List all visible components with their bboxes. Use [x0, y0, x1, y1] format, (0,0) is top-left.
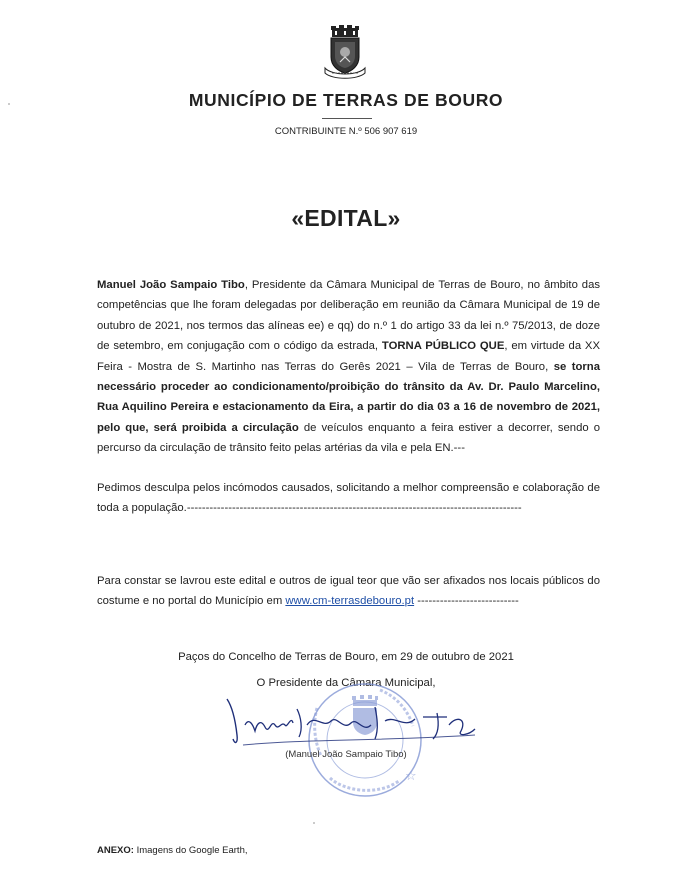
paragraph-dashes: ---------------------------: [414, 595, 519, 608]
scan-speck: [313, 822, 315, 824]
signature-icon: [225, 695, 485, 755]
president-name: Manuel João Sampaio Tibo: [97, 279, 245, 291]
document-title: «EDITAL»: [291, 205, 401, 231]
public-notice-phrase: TORNA PÚBLICO QUE: [381, 340, 505, 353]
paragraph-text: Para constar se lavrou este edital e outros de igual teor que vão ser afixados nos locais públicos do costume e no portal do Município em: [97, 575, 600, 608]
svg-text:☆: ☆: [405, 769, 417, 784]
paragraph-text: , Presidente da Câmara Municipal de Terras de Bouro, no âmbito das competências que lhe foram delegadas por deliberação em reunião da Câmara Municipal de 19 de outubro de 2021, nos termos das alíneas ee) e qq) do n.º 1 do artigo 33 da lei n.º 75/2013, de doze de setembro, em conjugação com o código da estrada,: [97, 279, 600, 353]
taxpayer-number: CONTRIBUINTE N.º 506 907 619: [274, 126, 418, 137]
paragraph-text: de veículos enquanto a feira estiver a decorrer, sendo o percurso da circulação de trânsito feito pelas artérias da vila e pela EN.---: [97, 421, 600, 455]
announcement-paragraph: [97, 275, 600, 459]
municipal-website-link[interactable]: www.cm-terrasdebouro.pt: [285, 595, 415, 608]
traffic-restriction-notice: se torna necessário proceder ao condicionamento/proibição do trânsito da Av. Dr. Paulo Marcelino, Rua Aquilino Pereira e estacionamento da Eira, a partir do dia 03 a 16 de novembro de 2021, pelo que, será proibida a circulação: [97, 360, 600, 434]
paragraph-text: , em virtude da XX Feira - Mostra de S. Martinho nas Terras do Gerês 2021 – Vila de Terras de Bouro,: [97, 340, 600, 373]
municipality-name: MUNICÍPIO DE TERRAS DE BOURO: [188, 90, 504, 110]
title-underline: [322, 118, 372, 119]
publication-paragraph: [97, 571, 600, 612]
signer-name: (Manuel João Sampaio Tibo): [285, 749, 407, 760]
annex-label: ANEXO:: [97, 845, 134, 856]
annex-note: [97, 845, 248, 856]
place-and-date: Paços do Concelho de Terras de Bouro, em 29 de outubro de 2021: [178, 651, 514, 663]
coat-of-arms-icon: [320, 24, 370, 80]
signer-title: O Presidente da Câmara Municipal,: [256, 677, 436, 689]
apology-paragraph: Pedimos desculpa pelos incómodos causados, solicitando a melhor compreensão e colaboração de toda a população.-----------------------------------------------------------------------------------------: [97, 482, 600, 515]
annex-text: Imagens do Google Earth,: [133, 845, 248, 856]
